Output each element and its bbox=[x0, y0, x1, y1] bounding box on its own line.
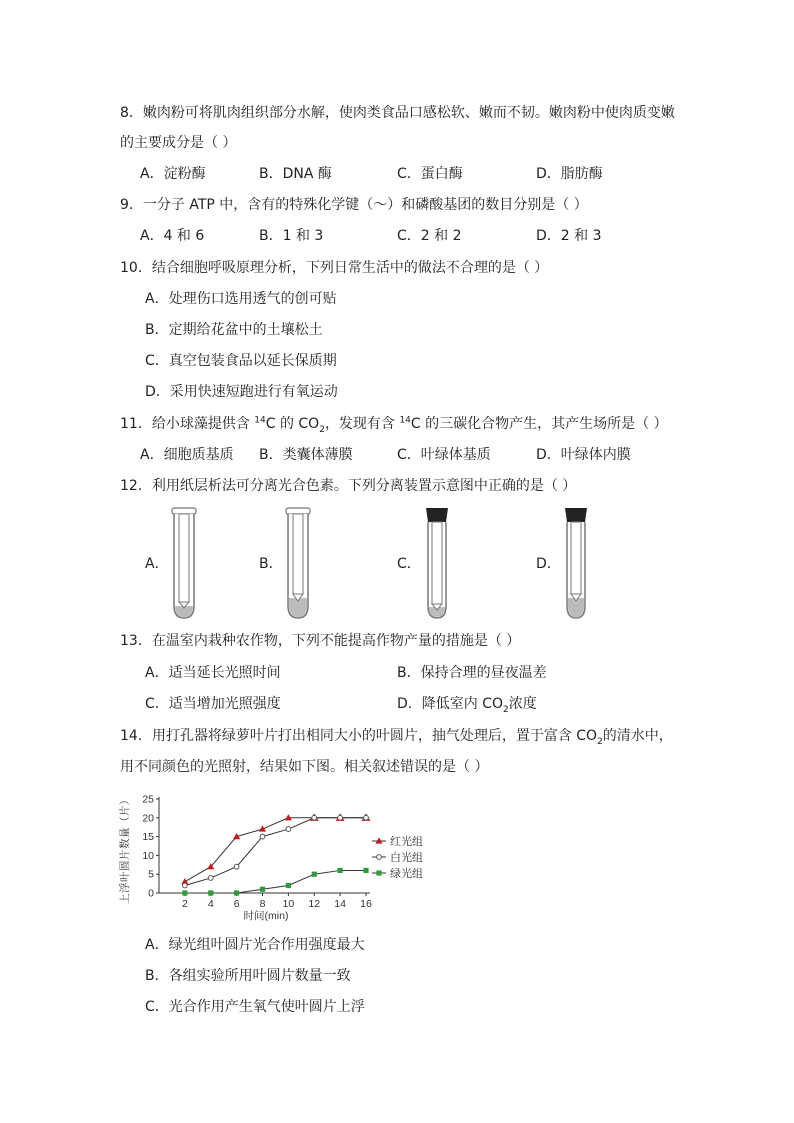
series-markers bbox=[181, 814, 369, 895]
data-point bbox=[208, 890, 213, 895]
x-axis-label: 时间(min) bbox=[243, 910, 289, 922]
q9-option-b: B．1 和 3 bbox=[259, 228, 324, 244]
q12-option-d: D． bbox=[536, 556, 561, 572]
test-tube-d-figure bbox=[562, 506, 590, 622]
data-point bbox=[182, 883, 187, 888]
q8-option-a: A．淀粉酶 bbox=[140, 166, 206, 182]
data-point bbox=[312, 815, 317, 820]
x-tick-label: 8 bbox=[259, 898, 266, 910]
y-axis-label: 上浮叶圆片数量（片） bbox=[119, 794, 131, 904]
data-point bbox=[312, 872, 317, 877]
x-tick-label: 16 bbox=[360, 898, 372, 910]
data-point bbox=[260, 834, 265, 839]
q10-option-c: C．真空包装食品以延长保质期 bbox=[145, 353, 337, 369]
x-tick-labels bbox=[182, 898, 372, 910]
q8-stem-line2: 的主要成分是（ ） bbox=[120, 135, 237, 151]
y-tick-labels bbox=[142, 794, 154, 900]
q8-stem-line1: 8．嫩肉粉可将肌肉组织部分水解，使肉类食品口感松软、嫩而不韧。嫩肉粉中使肉质变嫩 bbox=[120, 105, 675, 121]
q12-stem: 12．利用纸层析法可分离光合色素。下列分离装置示意图中正确的是（ ） bbox=[120, 478, 577, 494]
q9-option-c: C．2 和 2 bbox=[397, 228, 462, 244]
q14-stem-line1: 14．用打孔器将绿萝叶片打出相同大小的叶圆片，抽气处理后，置于富含 $CO_2$的清水中， bbox=[120, 728, 673, 747]
data-point bbox=[182, 890, 187, 895]
q11-option-a: A．细胞质基质 bbox=[140, 447, 234, 463]
y-tick-label: 25 bbox=[142, 793, 154, 806]
q12-option-b: B． bbox=[259, 556, 283, 572]
y-tick-label: 10 bbox=[142, 849, 154, 862]
x-tick-label: 14 bbox=[334, 898, 346, 910]
q11-stem: 11．给小球藻提供含 $^{14}$C 的 $CO_2$，发现有含 $^{14}$C 的三碳化合物产生，其产生场所是（ ） bbox=[120, 415, 668, 435]
q9-option-d: D．2 和 3 bbox=[536, 228, 602, 244]
test-tube-a-figure bbox=[170, 506, 198, 622]
data-point bbox=[364, 815, 369, 820]
q11-option-c: C．叶绿体基质 bbox=[397, 447, 491, 463]
x-tick-label: 2 bbox=[181, 898, 188, 910]
q8-option-c: C．蛋白酶 bbox=[397, 166, 463, 182]
q8-option-b: B．DNA 酶 bbox=[259, 166, 332, 182]
data-point bbox=[259, 825, 266, 831]
q14-option-b: B．各组实验所用叶圆片数量一致 bbox=[145, 968, 351, 984]
data-point bbox=[286, 883, 291, 888]
legend-marker bbox=[377, 855, 382, 860]
q10-option-a: A．处理伤口选用透气的创可贴 bbox=[145, 291, 337, 307]
y-tick-label: 5 bbox=[148, 868, 154, 881]
chart-axes bbox=[156, 797, 370, 896]
q14-stem-line2: 用不同颜色的光照射，结果如下图。相关叙述错误的是（ ） bbox=[120, 759, 489, 775]
legend-marker bbox=[376, 870, 381, 875]
line-chart bbox=[118, 789, 438, 925]
q10-stem: 10．结合细胞呼吸原理分析，下列日常生活中的做法不合理的是（ ） bbox=[120, 260, 549, 276]
series-line-3 bbox=[185, 870, 366, 893]
series-lines bbox=[185, 818, 366, 893]
legend-label: 红光组 bbox=[390, 836, 423, 848]
q13-option-a: A．适当延长光照时间 bbox=[145, 665, 281, 681]
q13-option-d: D．降低室内 $CO_2$浓度 bbox=[397, 696, 537, 715]
q10-option-b: B．定期给花盆中的土壤松土 bbox=[145, 322, 323, 338]
legend-label: 白光组 bbox=[390, 852, 423, 864]
data-point bbox=[338, 868, 343, 873]
q13-option-c: C．适当增加光照强度 bbox=[145, 696, 281, 712]
data-point bbox=[234, 864, 239, 869]
legend-label: 绿光组 bbox=[390, 868, 423, 880]
q14-option-a: A．绿光组叶圆片光合作用强度最大 bbox=[145, 937, 365, 953]
q11-option-d: D．叶绿体内膜 bbox=[536, 447, 631, 463]
q10-option-d: D．采用快速短跑进行有氧运动 bbox=[145, 384, 338, 400]
x-tick-label: 10 bbox=[282, 898, 295, 910]
data-point bbox=[363, 868, 368, 873]
q13-option-b: B．保持合理的昼夜温差 bbox=[397, 665, 547, 681]
q14-option-c: C．光合作用产生氧气使叶圆片上浮 bbox=[145, 999, 365, 1015]
q11-option-b: B．类囊体薄膜 bbox=[259, 447, 353, 463]
q12-option-a: A． bbox=[145, 556, 169, 572]
data-point bbox=[338, 815, 343, 820]
x-tick-label: 6 bbox=[233, 898, 240, 910]
q9-stem: 9．一分子 ATP 中，含有的特殊化学键（～）和磷酸基团的数目分别是（ ） bbox=[120, 197, 588, 213]
q13-stem: 13．在温室内栽种农作物，下列不能提高作物产量的措施是（ ） bbox=[120, 633, 521, 649]
test-tube-c-figure bbox=[423, 506, 451, 622]
y-tick-label: 15 bbox=[142, 831, 154, 844]
y-tick-label: 0 bbox=[148, 887, 154, 900]
data-point bbox=[286, 827, 291, 832]
data-point bbox=[260, 887, 265, 892]
x-tick-label: 4 bbox=[207, 898, 214, 910]
series-line-2 bbox=[185, 818, 366, 886]
x-tick-label: 12 bbox=[308, 898, 321, 910]
data-point bbox=[208, 876, 213, 881]
q8-option-d: D．脂肪酶 bbox=[536, 166, 603, 182]
q9-option-a: A．4 和 6 bbox=[140, 228, 205, 244]
chart-legend bbox=[372, 834, 423, 880]
y-tick-label: 20 bbox=[142, 812, 154, 825]
data-point bbox=[234, 890, 239, 895]
test-tube-b-figure bbox=[284, 506, 312, 622]
q12-option-c: C． bbox=[397, 556, 421, 572]
